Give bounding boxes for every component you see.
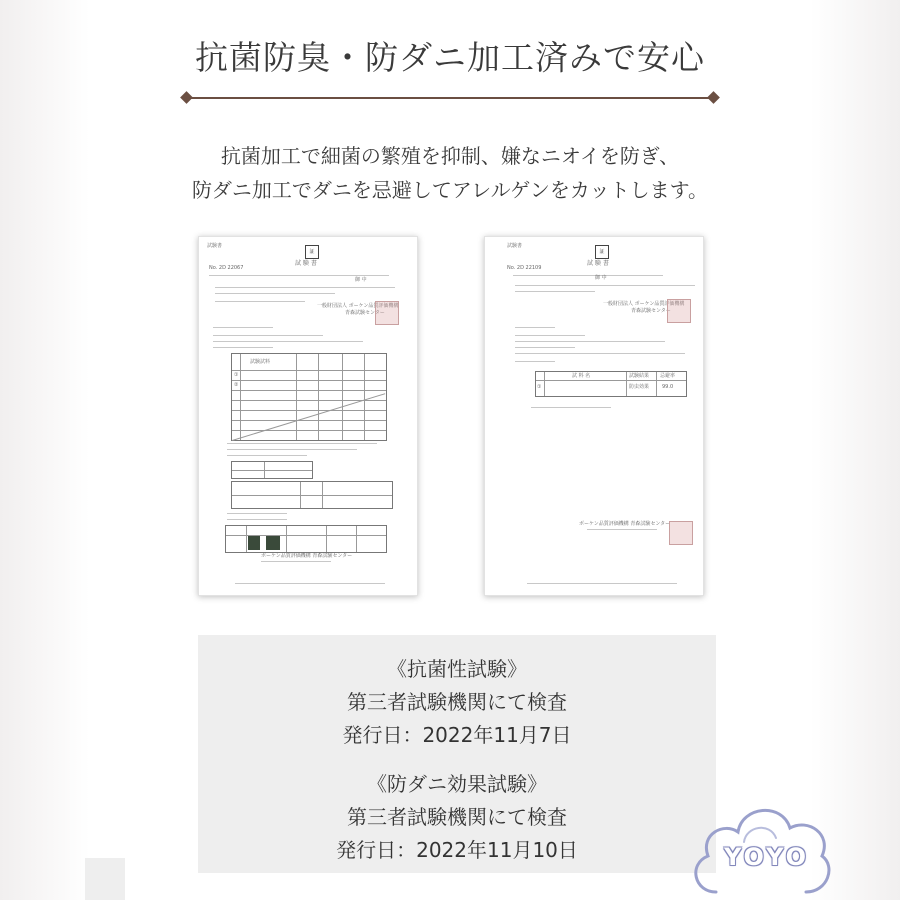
- cert-right-number: No. 2D 22109: [507, 265, 542, 271]
- title-divider: [186, 97, 714, 99]
- cert-left-recipient: 御 中: [355, 277, 367, 283]
- cert-left-seal: 証: [305, 245, 319, 259]
- cert-right-col-result: 試験結果: [629, 373, 650, 379]
- cert-left-issuer: 一般財団法人 ボーケン品質評価機構: [317, 303, 399, 309]
- cert-right-red-stamp: [667, 299, 691, 323]
- cert-right-issuer-2: 青森試験センター: [631, 308, 671, 314]
- antibacterial-test-name: 《抗菌性試験》: [387, 657, 527, 681]
- cert-right-bottom-stamp: [669, 521, 693, 545]
- cert-right-seal: 証: [595, 245, 609, 259]
- divider-left-diamond: [180, 91, 193, 104]
- yoyo-logo-text: YOYO: [724, 843, 809, 871]
- cert-left-number: No. 2D 22067: [209, 265, 244, 271]
- cert-left-top-note: 試験書: [207, 243, 223, 249]
- yoyo-cloud-logo: [686, 782, 836, 900]
- antibacterial-certificate: [198, 236, 418, 596]
- cert-right-recipient: 御 中: [595, 275, 607, 281]
- cert-left-table-header: 試験試料: [250, 359, 271, 365]
- page-title: 抗菌防臭・防ダニ加工済みで安心: [195, 38, 705, 77]
- cert-right-doc-title: 試 験 書: [587, 260, 609, 267]
- cert-left-red-stamp: [375, 301, 399, 325]
- cert-left-results-table: [231, 353, 387, 441]
- cert-right-issuer: 一般財団法人 ボーケン品質評価機構: [603, 301, 685, 307]
- corner-block: [85, 858, 125, 900]
- cert-right-row-rate: 99.0: [662, 384, 674, 390]
- cert-left-doc-title: 試 験 書: [295, 260, 317, 267]
- cert-left-issuer-2: 青森試験センター: [345, 310, 385, 316]
- cert-right-top-note: 試験書: [507, 243, 523, 249]
- cert-right-results-table: [535, 371, 687, 397]
- antimite-inspection: 第三者試験機関にて検査: [347, 805, 567, 829]
- antibacterial-inspection: 第三者試験機関にて検査: [347, 690, 567, 714]
- left-edge-shading: [0, 0, 90, 900]
- cert-right-row-result: 防虫効果: [629, 384, 650, 390]
- cert-left-bottom-note: ボーケン品質評価機構 青森試験センター: [261, 553, 353, 559]
- antimite-certificate: [484, 236, 704, 596]
- divider-right-diamond: [707, 91, 720, 104]
- antimite-issued-date: 発行日：2022年11月10日: [336, 838, 578, 862]
- antibacterial-issued-date: 発行日：2022年11月7日: [342, 723, 572, 747]
- cert-right-col-rate: 忌避率: [660, 373, 676, 379]
- cert-left-row-1: ①: [234, 372, 239, 378]
- cert-right-bottom-note: ボーケン品質評価機構 青森試験センター: [579, 521, 671, 527]
- description-line-2: 防ダニ加工でダニを忌避してアレルゲンをカットします。: [191, 178, 709, 202]
- cert-right-row-label: ①: [537, 384, 542, 390]
- description-line-1: 抗菌加工で細菌の繁殖を抑制、嫌なニオイを防ぎ、: [220, 144, 680, 168]
- right-edge-shading: [810, 0, 900, 900]
- cert-left-row-2: ②: [234, 382, 239, 388]
- cert-right-col-name: 試 料 名: [572, 373, 591, 379]
- antimite-test-name: 《防ダニ効果試験》: [367, 772, 547, 796]
